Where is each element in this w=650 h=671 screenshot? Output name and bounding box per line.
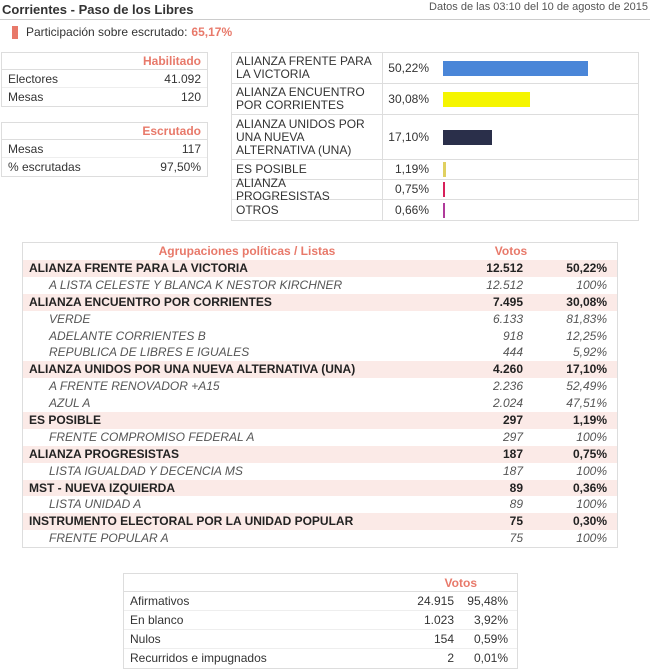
row-name: INSTRUMENTO ELECTORAL POR LA UNIDAD POPULAR [29,514,354,529]
summary-votes: 24.915 [417,594,454,608]
row-votes: 89 [509,480,523,495]
result-bar-track [435,130,638,145]
list-row [23,530,617,547]
row-votes: 297 [502,429,523,444]
habilitado-label: Electores [8,72,59,86]
row-votes: 187 [502,463,523,478]
escrutado-value: 97,50% [160,160,201,174]
result-row [232,115,638,160]
escrutado-row [2,158,207,176]
list-row [23,395,617,412]
summary-label: Afirmativos [130,594,190,608]
parties-table-header [23,243,617,260]
result-bar [443,92,530,107]
result-name: ALIANZA PROGRESISTAS [232,180,383,199]
result-bar [443,203,445,218]
row-percent: 100% [576,429,607,444]
summary-label: Nulos [130,632,161,646]
row-percent: 0,36% [572,480,607,495]
summary-row [124,630,517,649]
summary-table-body [124,592,517,668]
row-name: LISTA IGUALDAD Y DECENCIA MS [49,463,243,478]
row-votes: 12.512 [486,261,523,275]
list-row [23,311,617,328]
row-votes: 89 [509,497,523,512]
row-name: ALIANZA FRENTE PARA LA VICTORIA [29,261,248,275]
summary-percent: 95,48% [467,594,508,608]
participation-line [12,25,232,39]
party-row [23,480,617,497]
parties-heading-name: Agrupaciones políticas / Listas [158,244,336,258]
row-percent: 5,92% [572,345,607,360]
row-percent: 47,51% [566,396,607,411]
row-name: A LISTA CELESTE Y BLANCA K NESTOR KIRCHNER [49,277,343,292]
row-percent: 100% [576,531,607,546]
row-name: AZUL A [49,396,91,411]
summary-row [124,611,517,630]
row-percent: 100% [576,463,607,478]
participation-marker-icon [12,26,18,39]
parties-heading-votes: Votos [494,244,528,258]
row-percent: 1,19% [572,413,607,428]
row-percent: 0,30% [572,514,607,529]
summary-table [123,573,518,669]
row-percent: 100% [576,277,607,292]
row-votes: 187 [502,446,523,461]
row-percent: 100% [576,497,607,512]
result-percent: 1,19% [394,162,429,176]
habilitado-value: 120 [180,90,201,104]
result-bar [443,182,445,197]
result-percent: 50,22% [388,60,429,75]
row-name: MST - NUEVA IZQUIERDA [29,480,175,495]
party-row [23,513,617,530]
data-timestamp: Datos de las 03:10 del 10 de agosto de 2015 [429,1,648,13]
list-row [23,429,617,446]
party-row [23,361,617,378]
list-row [23,496,617,513]
party-row [23,412,617,429]
summary-percent: 3,92% [473,613,508,627]
row-name: ALIANZA UNIDOS POR UNA NUEVA ALTERNATIVA (UNA) [29,362,356,377]
result-row [232,53,638,84]
row-name: FRENTE COMPROMISO FEDERAL A [49,429,255,444]
result-name: OTROS [232,200,383,220]
row-name: VERDE [49,311,91,326]
summary-label: En blanco [130,613,184,627]
row-name: ALIANZA ENCUENTRO POR CORRIENTES [29,294,272,309]
habilitado-heading: Habilitado [2,53,207,70]
party-row [23,260,617,277]
result-bar [443,130,492,145]
list-row [23,277,617,294]
row-percent: 50,22% [566,261,607,275]
row-percent: 17,10% [566,362,607,377]
result-row [232,200,638,220]
result-name: ES POSIBLE [232,160,383,179]
row-votes: 6.133 [492,311,523,326]
row-name: ADELANTE CORRIENTES B [49,328,206,343]
row-name: A FRENTE RENOVADOR +A15 [49,379,220,394]
row-votes: 918 [502,328,523,343]
row-name: ALIANZA PROGRESISTAS [29,446,180,461]
escrutado-box [1,122,208,177]
result-percent: 17,10% [388,129,429,144]
summary-votes: 2 [447,651,454,665]
list-row [23,344,617,361]
party-row [23,446,617,463]
row-votes: 2.024 [492,396,523,411]
participation-label: Participación sobre escrutado: [26,25,188,39]
escrutado-row [2,140,207,158]
row-votes: 12.512 [486,277,523,292]
row-name: REPUBLICA DE LIBRES E IGUALES [49,345,250,360]
row-votes: 4.260 [492,362,523,377]
row-votes: 2.236 [492,379,523,394]
row-percent: 30,08% [566,294,607,309]
row-votes: 75 [509,514,523,529]
results-bar-table [231,52,639,221]
list-row [23,378,617,395]
row-votes: 297 [502,413,523,428]
result-bar-track [435,203,638,218]
result-name: ALIANZA UNIDOS POR UNA NUEVA ALTERNATIVA (UNA) [232,115,383,159]
list-row [23,463,617,480]
row-percent: 81,83% [566,311,607,326]
page-header [0,0,650,20]
row-name: ES POSIBLE [29,413,102,428]
result-bar-track [435,61,638,76]
summary-percent: 0,59% [473,632,508,646]
result-row [232,175,638,203]
summary-row [124,649,517,668]
summary-percent: 0,01% [473,651,508,665]
habilitado-value: 41.092 [164,72,201,86]
parties-table [22,242,618,548]
summary-votes: 154 [433,632,454,646]
row-percent: 12,25% [566,328,607,343]
result-percent: 30,08% [388,91,429,106]
list-row [23,328,617,345]
summary-votes: 1.023 [423,613,454,627]
habilitado-label: Mesas [8,90,44,104]
page-title: Corrientes - Paso de los Libres [2,2,194,17]
result-bar [443,61,588,76]
row-votes: 7.495 [492,294,523,309]
row-name: LISTA UNIDAD A [49,497,142,512]
result-name: ALIANZA FRENTE PARA LA VICTORIA [232,53,383,83]
escrutado-label: % escrutadas [8,160,81,174]
summary-label: Recurridos e impugnados [130,651,267,665]
result-percent: 0,75% [394,182,429,196]
result-row [232,84,638,115]
result-percent: 0,66% [394,202,429,217]
row-votes: 444 [502,345,523,360]
row-name: FRENTE POPULAR A [49,531,169,546]
row-percent: 52,49% [566,379,607,394]
habilitado-box [1,52,208,107]
escrutado-heading: Escrutado [2,123,207,140]
escrutado-value: 117 [181,142,201,156]
row-percent: 0,75% [572,446,607,461]
row-votes: 75 [509,531,523,546]
parties-table-body [23,260,617,547]
result-bar-track [435,162,638,177]
habilitado-row [2,88,207,106]
party-row [23,294,617,311]
result-bar-track [435,92,638,107]
habilitado-row [2,70,207,88]
escrutado-label: Mesas [8,142,44,156]
result-bar [443,162,446,177]
summary-heading: Votos [124,574,517,592]
summary-row [124,592,517,611]
result-name: ALIANZA ENCUENTRO POR CORRIENTES [232,84,383,114]
participation-value: 65,17% [191,25,233,39]
result-bar-track [435,182,638,197]
